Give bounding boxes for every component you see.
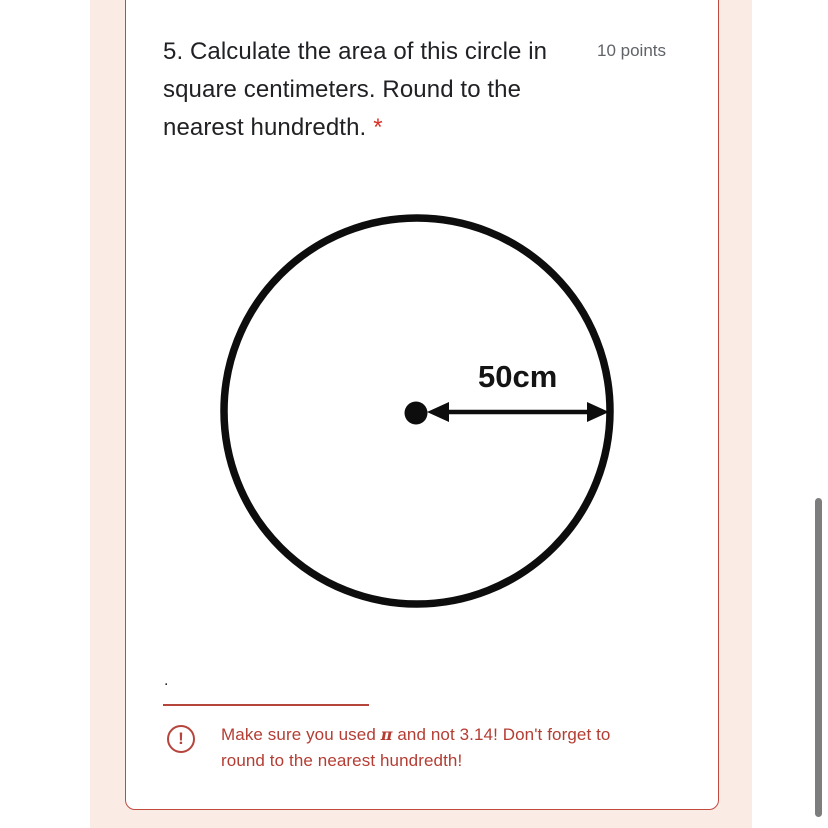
error-icon — [167, 725, 195, 753]
validation-message — [167, 722, 637, 774]
question-title — [163, 33, 599, 147]
pi-symbol: π — [380, 725, 393, 744]
warning-line-1: Make sure you used π and not 3.14! Don't forget to — [221, 725, 611, 744]
circle-diagram — [190, 200, 650, 620]
scrollbar-thumb[interactable] — [815, 498, 822, 817]
question-line-3: nearest hundredth. * — [163, 114, 383, 141]
radius-label: 50cm — [478, 359, 558, 394]
question-line-2: square centimeters. Round to the — [163, 76, 522, 103]
answer-input-line[interactable] — [163, 704, 369, 706]
required-asterisk: * — [373, 114, 383, 141]
circle-center-dot — [405, 402, 428, 425]
points-label: 10 points — [597, 41, 666, 60]
answer-value: . — [164, 672, 169, 689]
warning-line-2: round to the nearest hundredth! — [221, 751, 463, 770]
question-header — [163, 33, 683, 147]
error-icon-glyph: ! — [178, 729, 184, 748]
question-line-1: 5. Calculate the area of this circle in — [163, 38, 548, 65]
validation-text — [221, 722, 610, 774]
